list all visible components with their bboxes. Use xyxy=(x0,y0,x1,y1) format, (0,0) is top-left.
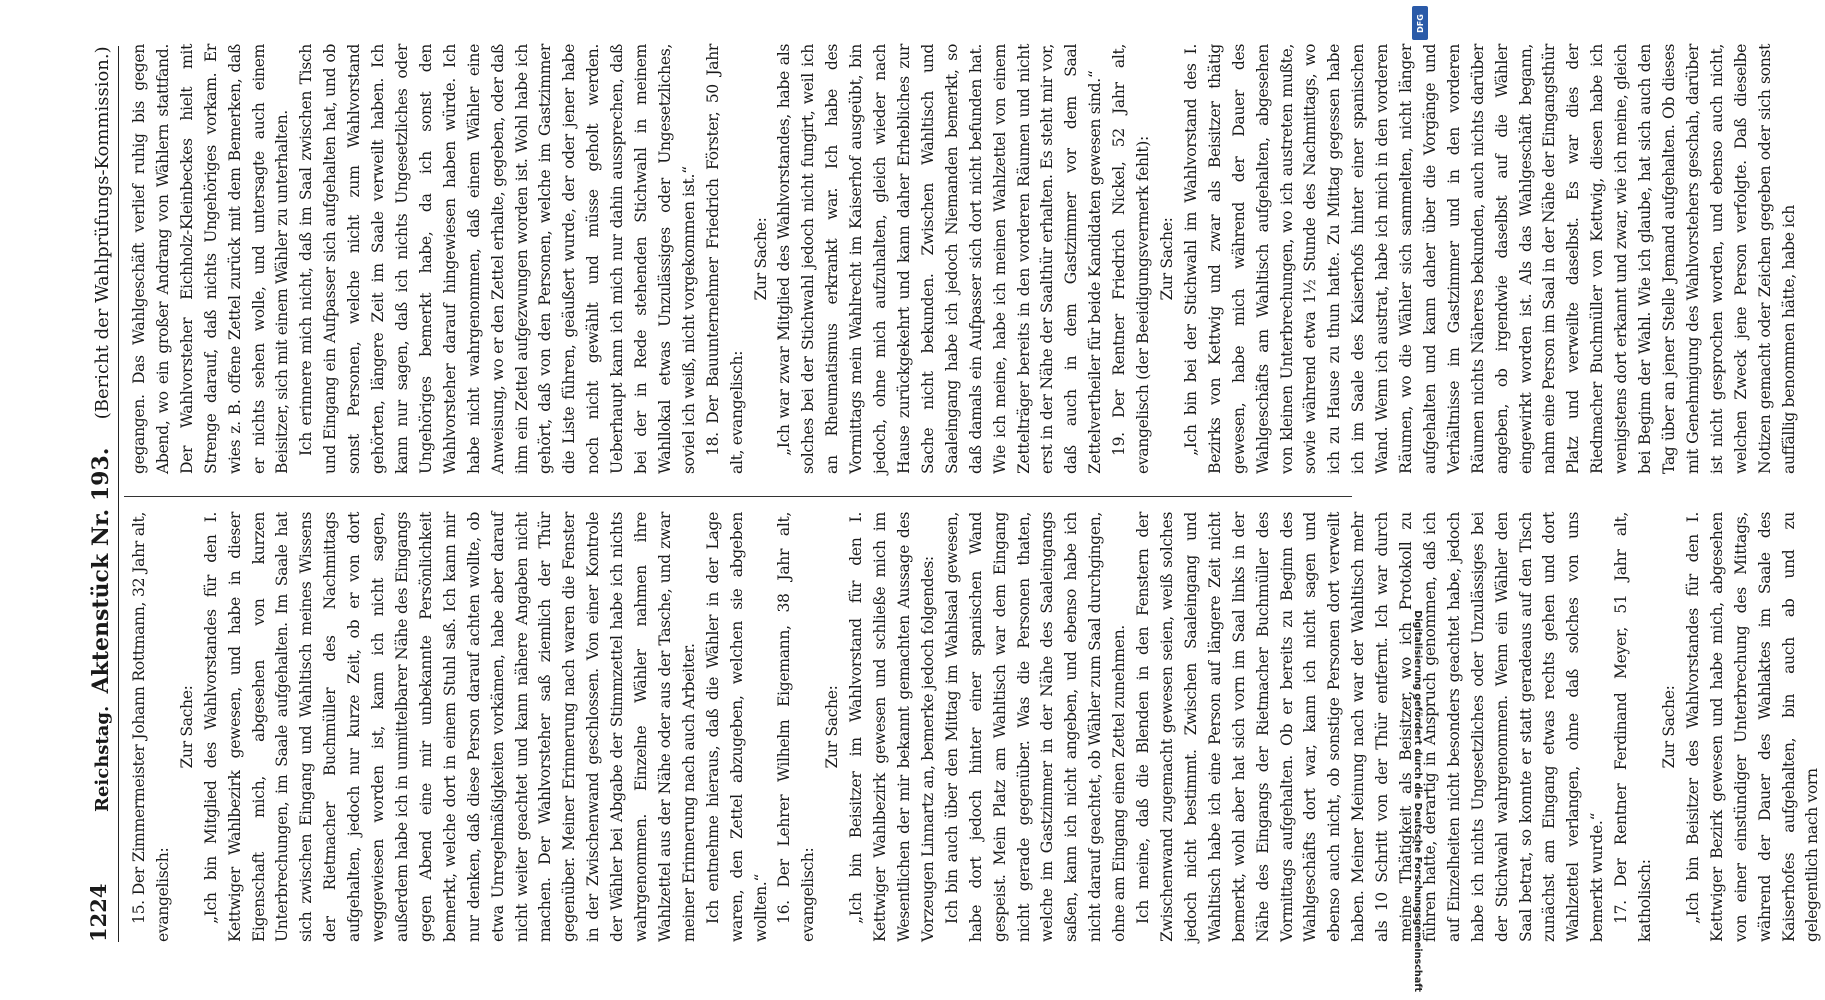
section-heading: Zur Sache: xyxy=(1157,217,1176,301)
text-paragraph: Ich meine, daß die Blenden in den Fenstern der Zwischenwand zugemacht gewesen seien, weiß solches jedoch nicht bestimmt. Zwischen Saaleingang und Wahltisch habe ich eine Person auf längere Zeit nicht bemerkt, wohl aber hat sich vorn im Saal links in der Nähe des Eingangs der Rietmacher Buchmüller des Vormittags aufgehalten. Ob er bereits zu Beginn des Wahlgeschäfts dort war, kann ich nicht sagen und ebenso auch nicht, ob sonstige Personen dort verweilt haben. Meiner Meinung nach war der Wahltisch mehr als 10 Schritt von der Thür entfernt. Ich war durch meine Thätigkeit als Beisitzer, wo ich Protokoll zu führen hatte, derartig in Anspruch genommen, daß ich auf Einzelheiten nicht besonders geachtet habe, jedoch habe ich nichts Ungesetzliches oder Unzulässiges bei der Stichwahl wahrgenommen. Wenn ein Wähler den Saal betrat, so konnte er statt geradeaus auf den Tisch zunächst am Eingang etwas rechts gehen und dort Wahlzettel verlangen, ohne daß solches von uns bemerkt wurde.“ xyxy=(1134,512,1607,942)
header-rule xyxy=(118,46,119,942)
credit-text: Digitalisierung gefördert durch die Deutsche Forschungsgemeinschaft xyxy=(1412,610,1423,992)
text-paragraph: 16. Der Lehrer Wilhelm Eigemann, 38 Jahr alt, evangelisch: xyxy=(775,512,818,942)
dfg-logo-text: DFG xyxy=(1415,13,1425,33)
text-paragraph: 15. Der Zimmermeister Johann Rottmann, 32 Jahr alt, evangelisch: xyxy=(130,512,172,942)
running-title: Reichstag. xyxy=(92,705,113,812)
dfg-logo-icon xyxy=(1412,6,1428,40)
text-paragraph: gegangen. Das Wahlgeschäft verlief ruhig bis gegen Abend, wo ein großer Andrang von Wählern stattfand. Der Wahlvorsteher Eichholz-Kleinbeckes hielt mit Strenge darauf, daß nichts Ungehöriges vorkam. Er wies z. B. offene Zettel zurück mit dem Bemerken, daß er nichts sehen wolle, und untersagte auch einem Beisitzer, sich mit einem Wähler zu unterhalten. xyxy=(130,44,292,474)
document-subtitle: (Bericht der Wahlprüfungs-Kommission.) xyxy=(92,46,113,420)
digitization-credit xyxy=(1408,8,1430,992)
text-paragraph: Ich bin auch über den Mittag im Wahlsaal gewesen, habe dort jedoch hinter einer spanischen Wand gespeist. Mein Platz am Wahltisch war dem Eingang nicht gerade gegenüber. Was die Personen thaten, welche im Gastzimmer in der Nähe des Saaleingangs saßen, kann ich nicht angeben, und ebenso habe ich nicht darauf geachtet, ob Wähler zum Saal durchgingen, ohne am Eingang einen Zettel zunehmen. xyxy=(942,512,1129,942)
text-paragraph: 18. Der Bauunternehmer Friedrich Förster, 50 Jahr alt, evangelisch: xyxy=(703,44,746,474)
page-number: 1224 xyxy=(86,883,111,942)
text-paragraph: „Ich bin Mitglied des Wahlvorstandes für den I. Kettwiger Wahlbezirk gewesen, und habe in dieser Eigenschaft mich, abgesehen von kurzen Unterbrechungen, im Saale aufgehalten. Im Saale hat sich zwischen Eingang und Wahltisch meines Wissens der Rietmacher Buchmüller des Nachmittags aufgehalten, jedoch nur kurze Zeit, ob er von dort weggewiesen worden ist, kann ich nicht sagen, außerdem habe ich in unmittelbarer Nähe des Eingangs gegen Abend eine mir unbekannte Persönlichkeit bemerkt, welche dort in einem Stuhl saß. Ich kann mir nur denken, daß diese Person darauf achten wollte, ob etwa Unregelmäßigkeiten vorkämen, habe aber darauf nicht weiter geachtet und kann nähere Angaben nicht machen. Der Wahlvorsteher saß ziemlich der Thür gegenüber. Meiner Erinnerung nach waren die Fenster in der Zwischenwand geschlossen. Von einer Kontrole der Wähler bei Abgabe der Stimmzettel habe ich nichts wahrgenommen. Einzelne Wähler nahmen ihre Wahlzettel aus der Nähe oder aus der Tasche, und zwar meiner Erinnerung nach auch Arbeiter. xyxy=(201,512,698,942)
text-paragraph: 19. Der Rentner Friedrich Nickel, 52 Jahr alt, evangelisch (der Beeidigungsvermerk fehlt): xyxy=(1110,44,1153,474)
text-paragraph: „Ich bin Beisitzer im Wahlvorstand für den I. Kettwiger Wahlbezirk gewesen und schließe mich im Wesentlichen der mir bekannt gemachten Aussage des Vorzeugen Linnartz an, bemerke jedoch folgendes: xyxy=(847,512,937,942)
text-paragraph: Ich entnehme hieraus, daß die Wähler in der Lage waren, den Zettel abzugeben, welchen sie abgeben wollten.“ xyxy=(703,512,770,942)
page-header xyxy=(82,46,116,942)
section-heading: Zur Sache: xyxy=(751,217,770,301)
section-heading: Zur Sache: xyxy=(177,685,196,769)
text-paragraph: „Ich bin bei der Stichwahl im Wahlvorstand des I. Bezirks von Kettwig und zwar als Beisitzer thätig gewesen, habe mich während der Dauer des Wahlgeschäfts am Wahltisch aufgehalten, abgesehen von kleinen Unterbrechungen, wo ich austreten mußte, sowie während etwa 1½ Stunde des Nachmittags, wo ich zu Hause zu thun hatte. Zu Mittag gegessen habe ich im Saale des Kaiserhofs hinter einer spanischen Wand. Wenn ich austrat, habe ich mich in den vorderen Räumen, wo die Wähler sich sammelten, nicht länger aufgehalten und kann daher über die Vorgänge und Verhältnisse im Gastzimmer und in den vorderen Räumen nichts Näheres bekunden, auch nichts darüber angeben, ob irgendwie daselbst auf die Wähler eingewirkt worden ist. Als das Wahlgeschäft begann, nahm eine Person im Saal in der Nähe der Eingangsthür Platz und verweilte daselbst. Es war dies der Riedmacher Buchmüller von Kettwig, diesen habe ich wenigstens dort erkannt und zwar, wie ich meine, gleich bei Beginn der Wahl. Wie ich glaube, hat sich auch den Tag über an jener Stelle Jemand aufgehalten. Ob dieses mit Genehmigung des Wahlvorstehers geschah, darüber ist nicht gesprochen worden, und ebenso auch nicht, welchen Zweck jene Person verfolgte. Daß dieselbe Notizen gemacht oder Zeichen gegeben oder sich sonst auffällig benommen hätte, habe ich xyxy=(1181,44,1798,474)
section-heading: Zur Sache: xyxy=(823,685,842,769)
document-label: Aktenstück Nr. 193. xyxy=(88,447,114,694)
text-paragraph: „Ich bin Beisitzer des Wahlvorstandes für den I. Kettwiger Bezirk gewesen und habe mich, abgesehen von einer einstündiger Unterbrechung des Mittags, während der Dauer des Wahlaktes im Saale des Kaiserhofes aufgehalten, bin auch ab und zu gelegentlich nach vorn xyxy=(1683,512,1822,942)
right-text-column xyxy=(128,44,1798,474)
column-divider xyxy=(124,496,1352,497)
text-paragraph: Ich erinnere mich nicht, daß im Saal zwischen Tisch und Eingang ein Aufpasser sich aufgehalten hat, und ob sonst Personen, welche nicht zum Wahlvorstand gehörten, längere Zeit im Saale verweilt haben. Ich kann nur sagen, daß ich nichts Ungesetzliches oder Ungehöriges bemerkt habe, da ich sonst den Wahlvorsteher darauf hingewiesen haben würde. Ich habe nicht wahrgenommen, daß einem Wähler eine Anweisung, wo er den Zettel erhalte, gegeben, oder daß ihm ein Zettel aufgezwungen worden ist. Wohl habe ich gehört, daß von den Personen, welche im Gastzimmer die Liste führen, geäußert wurde, der oder jener habe noch nicht gewählt und müsse geholt werden. Ueberhaupt kann ich mich nur dahin aussprechen, daß bei der in Rede stehenden Stichwahl in meinem Wahllokal etwas Unzulässiges oder Ungesetzliches, soviel ich weiß, nicht vorgekommen ist.“ xyxy=(297,44,698,474)
section-heading: Zur Sache: xyxy=(1660,685,1678,769)
text-paragraph: „Ich war zwar Mitglied des Wahlvorstandes, habe als solches bei der Stichwahl jedoch nicht fungirt, weil ich an Rheumatismus erkrankt war. Ich habe des Vormittags mein Wahlrecht im Kaiserhof ausgeübt, bin jedoch, ohne mich aufzuhalten, gleich wieder nach Hause zurückgekehrt und kann daher Erhebliches zur Sache nicht bekunden. Zwischen Wahltisch und Saaleingang habe ich jedoch Niemanden bemerkt, so daß damals ein Aufpasser sich dort nicht befunden hat. Wie ich meine, habe ich meinen Wahlzettel von einem Zettelträger bereits in den vorderen Räumen und nicht erst in der Nähe der Saalthür erhalten. Es steht mir vor, daß auch in dem Gastzimmer vor dem Saal Zettelvertheiler für beide Kandidaten gewesen sind.“ xyxy=(775,44,1105,474)
text-paragraph: 17. Der Rentner Ferdinand Meyer, 51 Jahr alt, katholisch: xyxy=(1612,512,1655,942)
running-title-line xyxy=(88,46,114,812)
